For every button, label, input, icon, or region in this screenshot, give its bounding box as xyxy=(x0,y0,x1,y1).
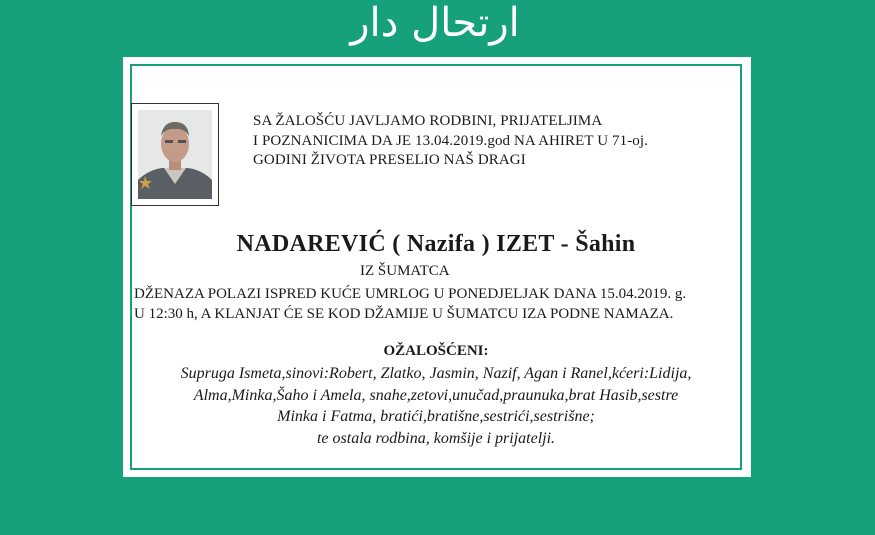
funeral-details xyxy=(134,285,746,324)
deceased-name: NADAREVIĆ ( Nazifa ) IZET - Šahin xyxy=(236,231,636,257)
portrait-frame xyxy=(131,103,219,206)
funeral-line: U 12:30 h, A KLANJAT ĆE SE KOD DŽAMIJE U ŠUMATCU IZA PODNE NAMAZA. xyxy=(134,305,674,322)
mourners-heading: OŽALOŠĆENI: xyxy=(383,343,489,359)
portrait-photo xyxy=(138,110,212,199)
deceased-hometown: IZ ŠUMATCA xyxy=(360,263,450,279)
arabic-calligraphy-header: ارتحال دار xyxy=(350,0,520,46)
intro-line: GODINI ŽIVOTA PRESELIO NAŠ DRAGI xyxy=(253,152,526,168)
intro-line: I POZNANICIMA DA JE 13.04.2019.god NA AHIRET U 71-oj. xyxy=(253,132,649,149)
mourners-line: Minka i Fatma, bratići,bratišne,sestrići,sestrišne; xyxy=(277,408,595,425)
intro-line: SA ŽALOŠĆU JAVLJAMO RODBINI, PRIJATELJIMA xyxy=(253,113,603,129)
announcement-intro xyxy=(253,112,723,171)
mourners-line: Alma,Minka,Šaho i Amela, snahe,zetovi,unučad,praunuka,brat Hasib,sestre xyxy=(193,386,679,404)
mourners-line: te ostala rodbina, komšije i prijatelji. xyxy=(316,429,556,447)
funeral-line: DŽENAZA POLAZI ISPRED KUĆE UMRLOG U PONEDJELJAK DANA 15.04.2019. g. xyxy=(134,286,687,302)
mourners-line: Supruga Ismeta,sinovi:Robert, Zlatko, Jasmin, Nazif, Agan i Ranel,kćeri:Lidija, xyxy=(180,365,692,382)
mourners-list xyxy=(130,363,742,449)
